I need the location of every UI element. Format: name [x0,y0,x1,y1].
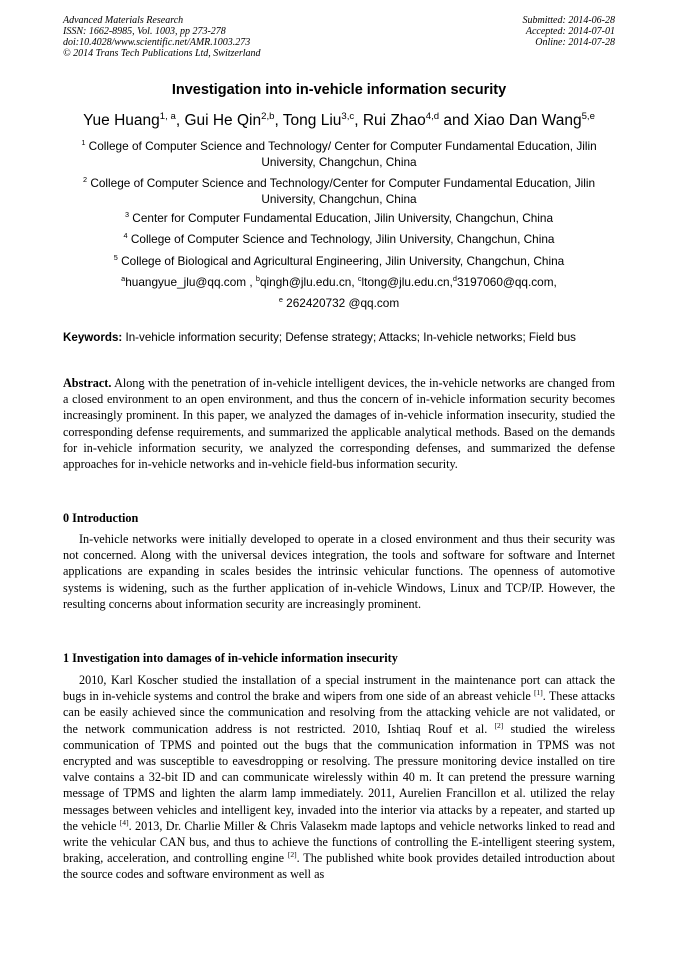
section-heading-introduction: 0 Introduction [63,511,139,525]
keywords [63,330,615,345]
keywords-label: Keywords: [63,331,123,344]
abstract [63,375,615,472]
affiliation-text: College of Computer Science and Technology, Jilin University, Changchun, China [130,232,555,246]
citation: [1] [533,688,543,698]
affiliation-5 [63,253,615,269]
accepted-date: Accepted: 2014-07-01 [525,26,615,37]
email-mark: d [452,274,457,284]
affiliation-number: 3 [124,210,130,220]
doi: doi:10.4028/www.scientific.net/AMR.1003.273 [63,37,251,48]
publication-info [63,15,261,59]
citation: [2] [494,720,504,730]
damages-paragraph [63,672,615,883]
author-affiliation-mark: 5,e [581,110,595,122]
author-affiliation-mark: 4,d [425,110,440,122]
author-affiliation-mark: 2,b [261,110,275,122]
author-name: Gui He Qin [184,112,262,129]
email-mark: c [357,274,362,284]
section-heading-damages: 1 Investigation into damages of in-vehicle information insecurity [63,651,398,665]
journal-name: Advanced Materials Research [63,15,184,26]
email-address: 3197060@qq.com, [456,275,557,289]
paragraph-text: studied the wireless communication of TPMS and pointed out the bugs that the communication information in TPMS was not encrypted and was susceptible to eavesdropping or resolving. The pressure monitoring device installed on tire valve contains a 32-bit ID and can communicate wirelessly within 40 m. It can pretend the pressure warning message of TPMS and lighten the alarm lamp immediately. 2011, Aurelien Francillon et al. utilized the relay messages between vehicles and intelligent key, invaded into the interior via attacks by a repeater, and started up the vehicle [63,721,615,833]
email-mark: a [121,274,126,284]
abstract-text: Along with the penetration of in-vehicle intelligent devices, the in-vehicle networks are changed from a closed environment to an open environment, and thus the concern of in-vehicle information security becomes increasingly prominent. In this paper, we analyzed the damages of in-vehicle information insecurity, studied the corresponding defense requirements, and summarized the applicable analytical methods. Based on the demands for in-vehicle information security, we analyzed the corresponding defenses, and summarized the defense approaches for in-vehicle networks and in-vehicle field-bus information security. [63,376,616,472]
copyright: © 2014 Trans Tech Publications Ltd, Switzerland [63,48,261,59]
author-name: Rui Zhao [362,112,426,129]
author-list [40,112,638,130]
author-affiliation-mark: 1, a [159,110,176,122]
submitted-date: Submitted: 2014-06-28 [522,15,615,26]
email-address: ltong@jlu.edu.cn, [361,275,453,289]
paragraph-text: . 2013, Dr. Charlie Miller & Chris Valasekm made laptops and vehicle networks linked to read and write the vehicular CAN bus, and thus to achieve the functions of controlling the E-intelligent steering system, braking, acceleration, and controlling engine [63,818,615,866]
author-affiliation-mark: 3,c [341,110,355,122]
keywords-text: In-vehicle information security; Defense strategy; Attacks; In-vehicle networks; Field bus [125,331,576,344]
affiliation-number: 4 [123,231,128,241]
email-address: qingh@jlu.edu.cn, [259,275,358,289]
affiliation-text: College of Computer Science and Technology/ Center for Computer Fundamental Education, Jilin University, Changchun, China [88,139,597,169]
email-address: huangyue_jlu@qq.com , [125,275,256,289]
author-separator: , [274,112,283,129]
author-name: Xiao Dan Wang [473,112,582,129]
affiliation-1 [63,138,615,170]
publication-dates [523,15,616,48]
citation: [4] [119,817,129,827]
affiliation-text: College of Computer Science and Technology/Center for Computer Fundamental Education, Jilin University, Changchun, China [90,176,596,206]
affiliation-2 [63,175,615,207]
author-name: Tong Liu [282,112,342,129]
affiliation-number: 1 [81,138,86,148]
email-mark: b [255,274,260,284]
email-mark: e [278,295,283,305]
author-separator: and [439,112,474,129]
author-separator: , [175,112,185,129]
affiliation-text: College of Biological and Agricultural Engineering, Jilin University, Changchun, China [121,254,565,268]
citation: [2] [287,850,297,860]
abstract-label: Abstract. [63,376,112,390]
paper-title: Investigation into in-vehicle information security [171,82,507,98]
email-list [63,274,615,290]
paragraph-text: . These attacks can be easily achieved since the communication and resolving from the attacking vehicle are not validated, or the network communication address is not restricted. 2010, Ishtiaq Rouf et al. [63,689,615,736]
affiliation-4 [63,231,615,247]
affiliation-text: Center for Computer Fundamental Education, Jilin University, Changchun, China [132,211,554,225]
affiliation-number: 2 [82,175,88,185]
author-separator: , [354,112,363,129]
email-line-2 [63,295,615,311]
affiliation-number: 5 [113,253,118,263]
affiliation-3 [63,210,615,226]
email-address: 262420732 @qq.com [282,296,400,310]
introduction-paragraph: In-vehicle networks were initially developed to operate in a closed environment and thus their security was not concerned. Along with the universal devices integration, the tools and software for software and Internet applications are expanding in scales besides the intrinsic vehicular functions. The openness of automotive systems is widening, such as the further application of in-vehicle Windows, Linux and TCP/IP. However, the resulting concerns about information security are increasingly prominent. [63,532,615,611]
paragraph-text: 2010, Karl Koscher studied the installation of a special instrument in the maintenance port can attack the bugs in in-vehicle systems and control the brake and wipers from one side of an abreast vehicle [63,673,615,704]
paragraph-text: . The published white book provides detailed introduction about the source codes and software environment as well as [63,851,615,882]
issn: ISSN: 1662-8985, Vol. 1003, pp 273-278 [63,26,226,37]
author-name: Yue Huang [83,112,160,129]
online-date: Online: 2014-07-28 [535,37,615,48]
